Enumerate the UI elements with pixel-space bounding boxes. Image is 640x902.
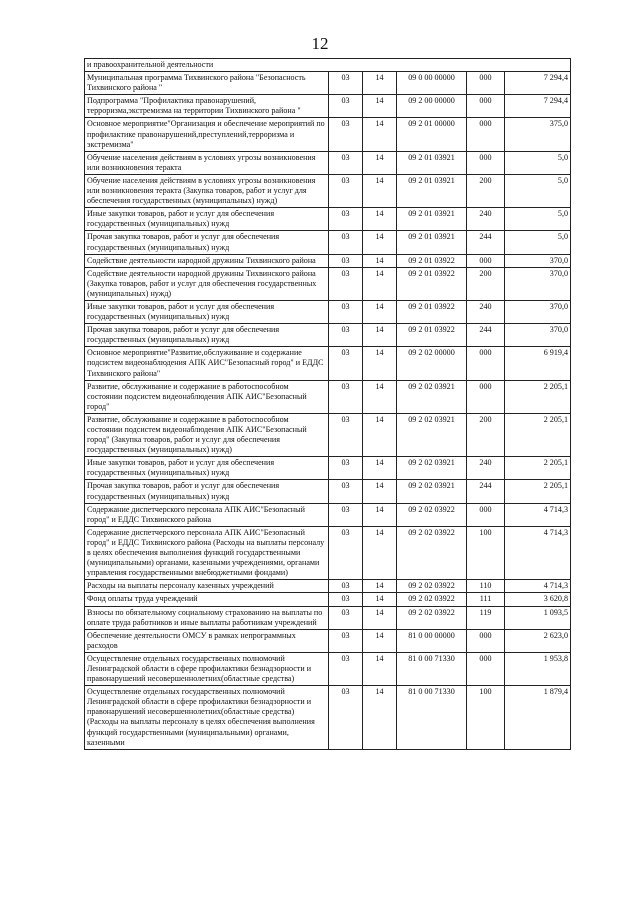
cell-name: Подпрограмма "Профилактика правонарушений, терроризма,экстремизма на территории Тихвинского района " xyxy=(85,95,329,118)
cell-expense-type: 000 xyxy=(467,254,505,267)
cell-amount: 2 205,1 xyxy=(505,480,571,503)
table-row xyxy=(85,267,571,300)
cell-amount: 5,0 xyxy=(505,151,571,174)
cell-section: 03 xyxy=(329,380,363,413)
cell-section: 03 xyxy=(329,72,363,95)
cell-target-article: 09 2 01 03922 xyxy=(397,300,467,323)
table-row xyxy=(85,347,571,380)
continuation-text: и правоохранительной деятельности xyxy=(85,59,571,72)
cell-expense-type: 200 xyxy=(467,174,505,207)
cell-section: 03 xyxy=(329,254,363,267)
cell-amount: 7 294,4 xyxy=(505,95,571,118)
cell-name: Обучение населения действиям в условиях угрозы возникновения или возникновения теракта xyxy=(85,151,329,174)
cell-expense-type: 000 xyxy=(467,503,505,526)
table-row xyxy=(85,480,571,503)
cell-name: Муниципальная программа Тихвинского района "Безопасность Тихвинского района " xyxy=(85,72,329,95)
cell-section: 03 xyxy=(329,324,363,347)
cell-section: 03 xyxy=(329,526,363,579)
cell-expense-type: 240 xyxy=(467,457,505,480)
cell-amount: 2 205,1 xyxy=(505,457,571,480)
cell-section: 03 xyxy=(329,606,363,629)
cell-name: Содействие деятельности народной дружины Тихвинского района (Закупка товаров, работ и услуг для обеспечения государственных (муниципальных) нужд) xyxy=(85,267,329,300)
cell-section: 03 xyxy=(329,503,363,526)
cell-subsection: 14 xyxy=(363,503,397,526)
cell-amount: 370,0 xyxy=(505,254,571,267)
table-row xyxy=(85,324,571,347)
table-row xyxy=(85,652,571,685)
cell-section: 03 xyxy=(329,267,363,300)
cell-target-article: 09 2 02 03922 xyxy=(397,503,467,526)
cell-section: 03 xyxy=(329,347,363,380)
cell-target-article: 09 2 01 03922 xyxy=(397,324,467,347)
cell-expense-type: 000 xyxy=(467,629,505,652)
cell-target-article: 09 2 02 03921 xyxy=(397,457,467,480)
cell-target-article: 09 2 02 03922 xyxy=(397,593,467,606)
cell-expense-type: 244 xyxy=(467,480,505,503)
cell-expense-type: 244 xyxy=(467,231,505,254)
cell-expense-type: 110 xyxy=(467,580,505,593)
cell-subsection: 14 xyxy=(363,254,397,267)
table-row xyxy=(85,629,571,652)
cell-section: 03 xyxy=(329,686,363,750)
cell-amount: 4 714,3 xyxy=(505,503,571,526)
cell-section: 03 xyxy=(329,593,363,606)
cell-expense-type: 240 xyxy=(467,300,505,323)
cell-amount: 2 623,0 xyxy=(505,629,571,652)
cell-name: Осуществление отдельных государственных полномочий Ленинградской области в сфере профилактики безнадзорности и правонарушений несовершеннолетних(областные средства) xyxy=(85,652,329,685)
cell-amount: 4 714,3 xyxy=(505,580,571,593)
cell-amount: 2 205,1 xyxy=(505,380,571,413)
table-row xyxy=(85,208,571,231)
cell-amount: 1 953,8 xyxy=(505,652,571,685)
cell-name: Прочая закупка товаров, работ и услуг для обеспечения государственных (муниципальных) нужд xyxy=(85,480,329,503)
cell-section: 03 xyxy=(329,580,363,593)
cell-target-article: 81 0 00 71330 xyxy=(397,652,467,685)
cell-section: 03 xyxy=(329,629,363,652)
cell-subsection: 14 xyxy=(363,580,397,593)
cell-expense-type: 100 xyxy=(467,686,505,750)
cell-expense-type: 000 xyxy=(467,380,505,413)
cell-amount: 5,0 xyxy=(505,208,571,231)
cell-name: Прочая закупка товаров, работ и услуг для обеспечения государственных (муниципальных) нужд xyxy=(85,324,329,347)
cell-amount: 4 714,3 xyxy=(505,526,571,579)
cell-subsection: 14 xyxy=(363,652,397,685)
cell-subsection: 14 xyxy=(363,151,397,174)
table-row xyxy=(85,118,571,151)
cell-name: Осуществление отдельных государственных полномочий Ленинградской области в сфере профилактики безнадзорности и правонарушений несовершеннолетних(областные средства) (Расходы на выплаты персоналу в целях обеспечения выполнения функций государственными (муниципальными) органами, казенными xyxy=(85,686,329,750)
cell-name: Иные закупки товаров, работ и услуг для обеспечения государственных (муниципальных) нужд xyxy=(85,457,329,480)
cell-target-article: 09 2 02 00000 xyxy=(397,347,467,380)
cell-section: 03 xyxy=(329,300,363,323)
cell-target-article: 09 2 02 03922 xyxy=(397,606,467,629)
cell-subsection: 14 xyxy=(363,526,397,579)
cell-target-article: 09 2 01 03922 xyxy=(397,254,467,267)
cell-subsection: 14 xyxy=(363,208,397,231)
cell-target-article: 81 0 00 71330 xyxy=(397,686,467,750)
cell-target-article: 09 2 02 03922 xyxy=(397,580,467,593)
cell-section: 03 xyxy=(329,652,363,685)
cell-subsection: 14 xyxy=(363,267,397,300)
cell-expense-type: 000 xyxy=(467,151,505,174)
cell-name: Расходы на выплаты персоналу казенных учреждений xyxy=(85,580,329,593)
cell-subsection: 14 xyxy=(363,300,397,323)
cell-target-article: 09 2 01 00000 xyxy=(397,118,467,151)
cell-expense-type: 200 xyxy=(467,267,505,300)
cell-target-article: 81 0 00 00000 xyxy=(397,629,467,652)
cell-target-article: 09 2 02 03921 xyxy=(397,413,467,456)
cell-amount: 5,0 xyxy=(505,174,571,207)
cell-name: Фонд оплаты труда учреждений xyxy=(85,593,329,606)
cell-target-article: 09 2 01 03921 xyxy=(397,208,467,231)
cell-section: 03 xyxy=(329,208,363,231)
cell-name: Основное мероприятие"Развитие,обслуживание и содержание подсистем видеонаблюдения АПК АИС"Безопасный город" и ЕДДС Тихвинского района" xyxy=(85,347,329,380)
cell-target-article: 09 2 01 03921 xyxy=(397,151,467,174)
cell-name: Развитие, обслуживание и содержание в работоспособном состоянии подсистем видеонаблюдения АПК АИС"Безопасный город" (Закупка товаров, работ и услуг для обеспечения государственных (муниципальных) нужд) xyxy=(85,413,329,456)
cell-section: 03 xyxy=(329,95,363,118)
cell-amount: 1 879,4 xyxy=(505,686,571,750)
cell-subsection: 14 xyxy=(363,606,397,629)
cell-subsection: 14 xyxy=(363,629,397,652)
table-row xyxy=(85,254,571,267)
cell-subsection: 14 xyxy=(363,72,397,95)
cell-section: 03 xyxy=(329,151,363,174)
cell-amount: 1 093,5 xyxy=(505,606,571,629)
cell-subsection: 14 xyxy=(363,347,397,380)
cell-name: Иные закупки товаров, работ и услуг для обеспечения государственных (муниципальных) нужд xyxy=(85,208,329,231)
cell-target-article: 09 2 01 03921 xyxy=(397,231,467,254)
cell-target-article: 09 2 01 03921 xyxy=(397,174,467,207)
cell-target-article: 09 2 02 03921 xyxy=(397,480,467,503)
table-row xyxy=(85,526,571,579)
cell-subsection: 14 xyxy=(363,593,397,606)
cell-subsection: 14 xyxy=(363,686,397,750)
cell-amount: 7 294,4 xyxy=(505,72,571,95)
cell-amount: 370,0 xyxy=(505,300,571,323)
cell-name: Обеспечение деятельности ОМСУ в рамках непрограммных расходов xyxy=(85,629,329,652)
cell-expense-type: 100 xyxy=(467,526,505,579)
table-row xyxy=(85,686,571,750)
cell-amount: 5,0 xyxy=(505,231,571,254)
cell-section: 03 xyxy=(329,480,363,503)
cell-subsection: 14 xyxy=(363,231,397,254)
cell-subsection: 14 xyxy=(363,380,397,413)
table-row xyxy=(85,457,571,480)
cell-name: Прочая закупка товаров, работ и услуг для обеспечения государственных (муниципальных) нужд xyxy=(85,231,329,254)
cell-subsection: 14 xyxy=(363,457,397,480)
cell-expense-type: 000 xyxy=(467,95,505,118)
cell-target-article: 09 2 02 03922 xyxy=(397,526,467,579)
cell-amount: 2 205,1 xyxy=(505,413,571,456)
table-row xyxy=(85,606,571,629)
cell-subsection: 14 xyxy=(363,118,397,151)
cell-target-article: 09 2 01 03922 xyxy=(397,267,467,300)
table-row xyxy=(85,593,571,606)
cell-amount: 370,0 xyxy=(505,267,571,300)
cell-subsection: 14 xyxy=(363,324,397,347)
table-row xyxy=(85,300,571,323)
cell-expense-type: 111 xyxy=(467,593,505,606)
cell-expense-type: 000 xyxy=(467,72,505,95)
cell-target-article: 09 0 00 00000 xyxy=(397,72,467,95)
cell-section: 03 xyxy=(329,413,363,456)
cell-amount: 370,0 xyxy=(505,324,571,347)
cell-target-article: 09 2 02 03921 xyxy=(397,380,467,413)
table-row xyxy=(85,174,571,207)
table-row xyxy=(85,151,571,174)
cell-name: Содержание диспетчерского персонала АПК АИС"Безопасный город" и ЕДДС Тихвинского района (Расходы на выплаты персоналу в целях обеспечения выполнения функций государственными (муниципальными) органами, казенными учреждениями, органами управления государственными внебюджетными фондами) xyxy=(85,526,329,579)
table-row xyxy=(85,380,571,413)
cell-section: 03 xyxy=(329,457,363,480)
table-row-continuation xyxy=(85,59,571,72)
cell-name: Иные закупки товаров, работ и услуг для обеспечения государственных (муниципальных) нужд xyxy=(85,300,329,323)
cell-amount: 3 620,8 xyxy=(505,593,571,606)
budget-table xyxy=(84,58,571,750)
cell-section: 03 xyxy=(329,118,363,151)
cell-subsection: 14 xyxy=(363,174,397,207)
cell-expense-type: 240 xyxy=(467,208,505,231)
cell-name: Содержание диспетчерского персонала АПК АИС"Безопасный город" и ЕДДС Тихвинского района xyxy=(85,503,329,526)
cell-expense-type: 000 xyxy=(467,347,505,380)
cell-subsection: 14 xyxy=(363,95,397,118)
cell-subsection: 14 xyxy=(363,413,397,456)
cell-name: Обучение населения действиям в условиях угрозы возникновения или возникновения теракта (Закупка товаров, работ и услуг для обеспечения государственных (муниципальных) нужд) xyxy=(85,174,329,207)
cell-section: 03 xyxy=(329,174,363,207)
cell-section: 03 xyxy=(329,231,363,254)
page-number: 12 xyxy=(311,34,329,53)
table-row xyxy=(85,503,571,526)
table-row xyxy=(85,580,571,593)
cell-name: Развитие, обслуживание и содержание в работоспособном состоянии подсистем видеонаблюдения АПК АИС"Безопасный город" xyxy=(85,380,329,413)
cell-amount: 6 919,4 xyxy=(505,347,571,380)
cell-name: Взносы по обязательному социальному страхованию на выплаты по оплате труда работников и иные выплаты работникам учреждений xyxy=(85,606,329,629)
cell-target-article: 09 2 00 00000 xyxy=(397,95,467,118)
cell-expense-type: 244 xyxy=(467,324,505,347)
cell-expense-type: 119 xyxy=(467,606,505,629)
table-row xyxy=(85,95,571,118)
cell-subsection: 14 xyxy=(363,480,397,503)
cell-amount: 375,0 xyxy=(505,118,571,151)
table-row xyxy=(85,231,571,254)
cell-name: Основное мероприятие"Организация и обеспечение мероприятий по профилактике правонарушений,преступлений,терроризма и экстремизма" xyxy=(85,118,329,151)
cell-name: Содействие деятельности народной дружины Тихвинского района xyxy=(85,254,329,267)
cell-expense-type: 000 xyxy=(467,652,505,685)
table-row xyxy=(85,72,571,95)
cell-expense-type: 000 xyxy=(467,118,505,151)
table-row xyxy=(85,413,571,456)
cell-expense-type: 200 xyxy=(467,413,505,456)
